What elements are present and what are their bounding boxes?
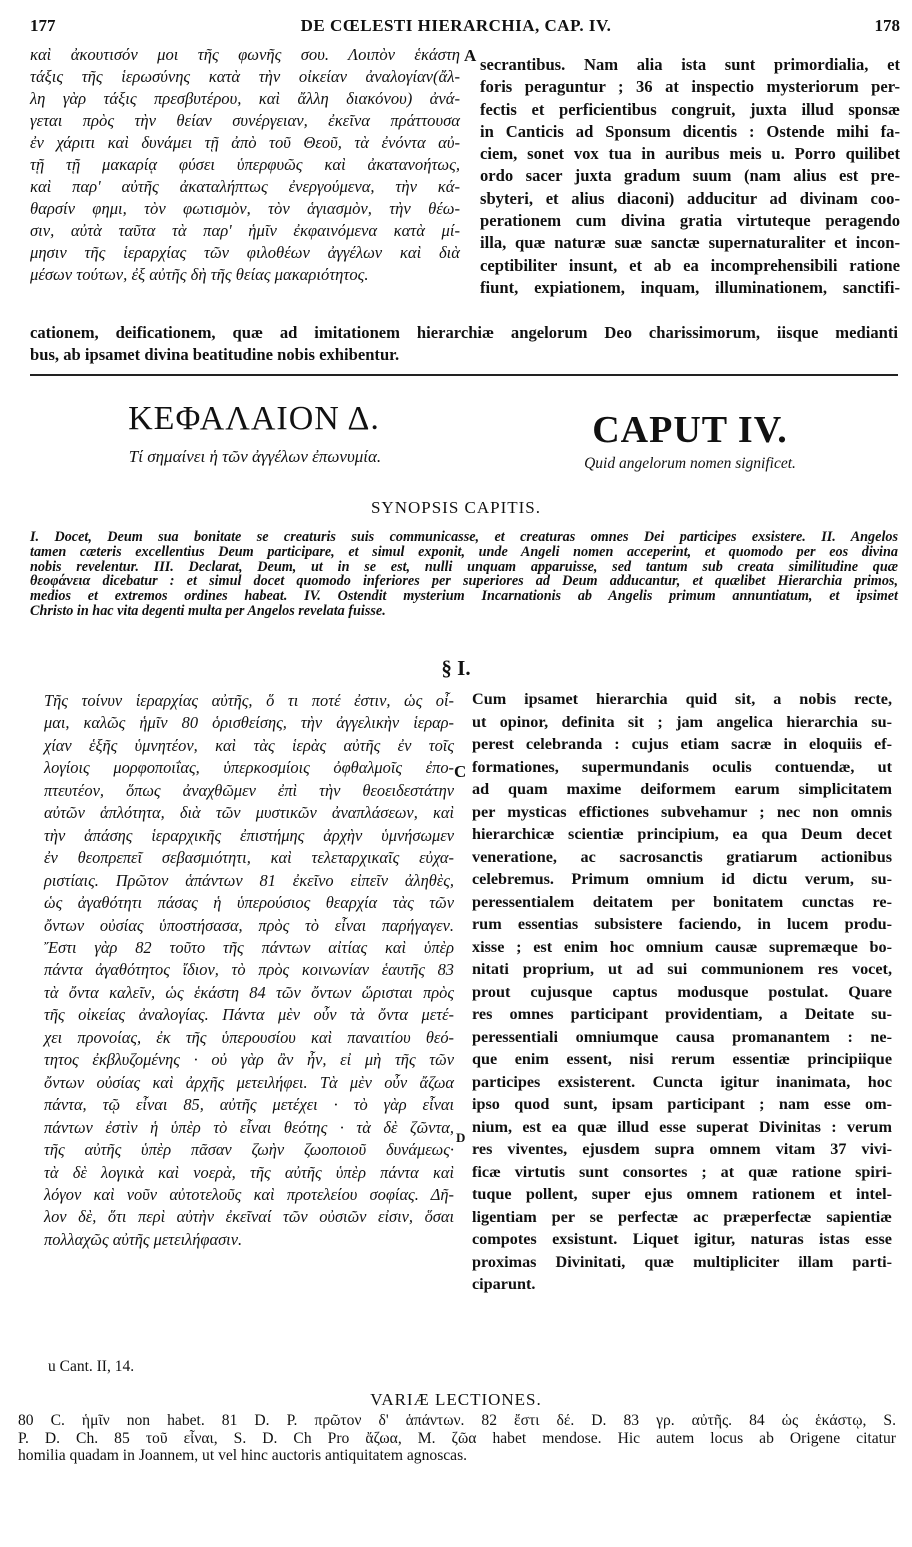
synopsis-line: medios et extremos ordines habeat. IV. Ostendit mysterium Incarnationis ab Angelis primum annuntiatum, et ipsimet	[30, 588, 898, 605]
latin-line: ad quam maxime deiformem earum simplicitatem	[472, 780, 892, 798]
latin-line: fiunt, expiationem, inquam, illuminationem, sanctifi-	[480, 277, 900, 297]
greek-column-top	[30, 44, 460, 286]
latin-line: cationem, deificationem, quæ ad imitationem hierarchiæ angelorum Deo charissimorum, iisque medianti	[30, 323, 898, 342]
latin-line: ficæ virtutis sunt consortes ; at quæ ratione spiri-	[472, 1162, 892, 1181]
latin-chapter-heading: CAPUT IV.	[592, 409, 788, 451]
variae-lectiones-body	[18, 1412, 896, 1465]
latin-line: hierarchicæ scientiæ principium, ea qua Deum decet	[472, 825, 892, 843]
latin-line: in Canticis ad Sponsum dicentis : Ostende mihi fa-	[480, 121, 900, 141]
latin-line: peressentialem deitatem per bonitatem cunctas re-	[472, 892, 892, 911]
marginal-letter-c: C	[454, 762, 467, 781]
latin-line: bus, ab ipsamet divina beatitudine nobis exhibentur.	[30, 345, 400, 364]
greek-line: πάντα, τῷ εἶναι 85, αὐτῆς μετέχει · τὸ γὰρ εἶναι	[44, 1095, 454, 1115]
latin-line: nitati proprium, ut ad sui communionem res vocet,	[472, 960, 892, 978]
latin-line: participes exsisterent. Cuncta igitur inanimata, hoc	[472, 1072, 892, 1091]
greek-line: πολλαχῶς αὐτῆς μετειλήφασιν.	[44, 1229, 243, 1249]
marginal-letter-d: D	[456, 1130, 466, 1145]
latin-column-main	[472, 688, 892, 1296]
greek-line: τητος ἐκβλυζομένης · οὐ γὰρ ἂν ἦν, εἰ μὴ τῆς τῶν	[44, 1050, 454, 1070]
synopsis-line: tamen cæteris excellentius Deum participare, et simul exponit, unde Angeli nomen acceperint, et quomodo per eos divina	[30, 543, 898, 560]
latin-chapter-subtitle: Quid angelorum nomen significet.	[584, 455, 796, 472]
greek-line: ὡς ἀγαθότητι πάσας ἡ ὑπερούσιος θεαρχία τὰς τῶν	[44, 893, 454, 913]
greek-chapter-subtitle: Τί σημαίνει ἡ τῶν ἀγγέλων ἐπωνυμία.	[128, 447, 382, 466]
latin-line: peressentiali omniumque causa promanantem : ne-	[472, 1027, 892, 1046]
latin-line: illa, quæ naturæ suæ sanctæ supernaturaliter et incon-	[480, 233, 900, 253]
greek-line: γεται πρὸς τὴν θείαν συνέργειαν, ἐκεῖνα πράττουσα	[30, 111, 460, 130]
greek-column-main	[44, 690, 454, 1251]
greek-line: πτευτέον, ὅπως ἀναχθῶμεν ἐπὶ τὴν θεοειδεστάτην	[44, 780, 454, 800]
greek-line: Ἔστι γὰρ 82 τοῦτο τῆς πάντων αἰτίας καὶ ὑπὲρ	[44, 937, 454, 957]
latin-line: tuque pollent, super ejus omnem rationem et intel-	[472, 1185, 892, 1203]
latin-line: ut opinor, definita sit ; jam angelica hierarchia su-	[472, 712, 892, 731]
synopsis-body	[30, 530, 898, 619]
latin-line: per mysticas effictiones subvehamur ; nec non omnis	[472, 802, 892, 821]
latin-column-top	[480, 54, 900, 299]
latin-line: proximas Divinitati, quæ multipliciter illam parti-	[472, 1252, 892, 1271]
greek-line: τὰ ὄντα καλεῖν, ὡς ἑκάστη 84 τῶν ὄντων ὥρισται πρὸς	[44, 982, 454, 1002]
greek-line: μέσων τούτων, ἐξ αὐτῆς δὴ τῆς θείας μακαριότητος.	[30, 265, 369, 284]
greek-line: λόγον καὶ νοῦν αὐτοτελοῦς καὶ προτελείου σοφίας. Δῆ-	[44, 1184, 454, 1204]
latin-line: que enim essent, nisi rerum essentiæ principiique	[472, 1050, 892, 1068]
latin-line: xisse ; est enim hoc omnium causæ supremæque bo-	[472, 937, 892, 956]
greek-line: λογίοις μορφοποιΐας, ὑπερκοσμίοις ὀφθαλμοῖς ἐπο-	[44, 758, 454, 778]
synopsis-title: SYNOPSIS CAPITIS.	[370, 498, 542, 517]
latin-line: formationes, supermundanis oculis contuendæ, ut	[472, 757, 892, 776]
latin-line: rum essentias subsistere faciendo, in lucem produ-	[472, 915, 892, 933]
greek-line: ὄντων οὐσίας καὶ ἀρχῆς μετειλήφει. Τὰ μὲν οὖν ἄζωα	[44, 1072, 454, 1092]
page-number-left: 177	[30, 16, 56, 35]
greek-line: χει προνοίας, ἐκ τῆς ὑπερουσίου καὶ παναιτίου θεό-	[44, 1027, 454, 1047]
latin-line: secrantibus. Nam alia ista sunt primordialia, et	[480, 55, 900, 74]
greek-line: Τῆς τοίνυν ἱεραρχίας αὐτῆς, ὅ τι ποτέ ἐστιν, ὡς οἶ-	[44, 691, 454, 710]
greek-line: χίαν ἑξῆς ὑμνητέον, καὶ τὰς ἱερὰς αὐτῆς ἐν τοῖς	[44, 735, 454, 755]
page-number-right: 178	[874, 16, 900, 35]
greek-line: τῇ τῇ μακαρίᾳ φύσει ὑπερφυῶς καὶ ἀκατανοήτως,	[30, 155, 460, 174]
greek-line: τάξις τῆς ἱερωσύνης κατὰ τὴν οἰκείαν ἀναλογίαν(ἄλ-	[30, 67, 460, 86]
greek-line: ὄντων οὐσίας ὑποστήσασα, πρὸς τὸ εἶναι παρήγαγεν.	[44, 915, 454, 935]
greek-line: λον δὲ, ὅτι περὶ αὐτὴν ἐκεῖναί τῶν οὐσιῶν εἰσιν, ὅσαι	[44, 1207, 454, 1227]
synopsis-line: θεοφάνεια dicebatur : et simul docet quomodo inferiores per superiores ad Deum adducantur, et quælibet Hierarchia primos,	[30, 573, 898, 590]
section-divider-rule	[30, 374, 898, 376]
greek-line: πάντα ἀγαθότητος ἴδιον, τὸ πρὸς κοινωνίαν ἑαυτῆς 83	[44, 960, 454, 980]
greek-line: μαι, καλῶς ἡμῖν 80 ὁρισθείσης, τὴν ἀγγελικὴν ἱεραρ-	[44, 713, 454, 733]
synopsis-line: Christo in hac vita degenti multa per Angelos revelata fuisse.	[30, 602, 386, 619]
latin-line: nium, est ea quæ illud esse superat Divinitas : verum	[472, 1117, 892, 1136]
greek-line: ἐν χάριτι καὶ δυνάμει τῇ ἀπὸ τοῦ Θεοῦ, τὰ ἐνόντα αὐ-	[30, 133, 460, 152]
running-title: DE CŒLESTI HIERARCHIA, CAP. IV.	[300, 16, 612, 35]
greek-line: πάντων ἐστὶν ἡ ὑπὲρ τὸ εἶναι θεότης · τὰ δὲ ζῶντα,	[44, 1117, 454, 1137]
variae-line: P. D. Ch. 85 τοῦ εἶναι, S. D. Ch Pro ἄζωα, M. ζῶα habet mendose. Hic autem locus ab Origene citatur	[18, 1429, 896, 1447]
section-mark: § I.	[441, 656, 471, 680]
latin-line: ceptibiliter insunt, et ab ea incomprehensibili ratione	[480, 255, 900, 275]
latin-line: perationem cum divina gratia virtuteque peragendo	[480, 211, 900, 231]
greek-line: καὶ παρ' αὐτῆς ἀκαταλήπτως ἐνεργούμενα, τὴν κά-	[30, 177, 460, 196]
latin-line: ciem, sonet vox tua in auribus meis u. Porro quilibet	[480, 144, 900, 164]
latin-line: Cum ipsamet hierarchia quid sit, a nobis recte,	[472, 690, 892, 708]
latin-line: res omnes participant providentiam, a Deitate su-	[472, 1005, 892, 1023]
synopsis-line: nobis revelentur. III. Declarat, Deum, ut in se est, nulli unquam apparuisse, sed tantum sub creata similitudine quæ	[30, 558, 898, 575]
footnote: u Cant. II, 14.	[48, 1358, 135, 1375]
greek-line: αὐτῶν ἁπλότητα, διὰ τῶν μυστικῶν ἀναπλάσεων, καὶ	[44, 803, 454, 823]
greek-chapter-heading: ΚΕΦΑΛΑΙΟΝ Δ.	[128, 400, 380, 437]
variae-line: 80 C. ἡμῖν non habet. 81 D. P. πρῶτον δ' ἁπάντων. 82 ἔστι δέ. D. 83 γρ. αὐτῆς. 84 ὡς ἑκάστῳ, S.	[18, 1412, 896, 1429]
latin-line: veneratione, ac sacrosanctis gratiarum actionibus	[472, 847, 892, 866]
greek-line: τῆς αὐτῆς ὑπὲρ πᾶσαν ζωὴν ζωοποιοῦ δυνάμεως·	[44, 1140, 454, 1160]
variae-lectiones-title: VARIÆ LECTIONES.	[370, 1390, 542, 1409]
greek-line: θαρσίν φημι, τὸν φωτισμὸν, τὸν ἁγιασμὸν, τὴν θέω-	[30, 199, 460, 218]
variae-line: homilia quadam in Joannem, ut vel hinc auctoris antiquitatem agnoscas.	[18, 1447, 468, 1464]
latin-line: ciparunt.	[472, 1275, 536, 1293]
latin-line: perest celebranda : cujus etiam sacræ in eloquiis ef-	[472, 735, 892, 753]
greek-line: τὰ δὲ λογικὰ καὶ νοερὰ, τῆς αὐτῆς ὑπὲρ πάντα καὶ	[44, 1162, 454, 1182]
latin-line: fectis et perficientibus congruit, juxta illud sponsæ	[480, 99, 900, 119]
greek-line: καὶ ἀκουτισόν μοι τῆς φωνῆς σου. Λοιπὸν ἑκάστη	[30, 45, 460, 64]
latin-line: ligentiam per se perfectæ ac præperfectæ sapientiæ	[472, 1207, 892, 1226]
greek-line: μησιν τῆς ἱεραρχίας τῶν φιλοθέων ἀγγέλων καὶ διὰ	[30, 243, 460, 262]
greek-line: λη γὰρ τάξις πρεσβυτέρου, καὶ ἄλλη διακόνου) ἀνά-	[30, 89, 460, 108]
greek-line: ἐν θεοπρεπεῖ σεβασμιότητι, καὶ τελεταρχικαῖς εὐχα-	[44, 848, 454, 868]
greek-line: ριστίαις. Πρῶτον ἁπάντων 81 ἐκεῖνο εἰπεῖν ἀληθὲς,	[44, 870, 454, 890]
greek-line: σιν, αὐτὰ ταῦτα τὰ παρ' ἡμῖν ἐκφαινόμενα κατὰ μί-	[30, 221, 460, 240]
latin-line: foris peraguntur ; 36 at inspectio mysteriorum per-	[480, 77, 900, 97]
latin-line: sbyteri, et alius diaconi) adducitur ad divinam coo-	[480, 188, 900, 208]
latin-line: prout cujusque captus modusque postulat. Quare	[472, 982, 892, 1001]
latin-line: ipso quod sunt, ipsam participant ; nam esse om-	[472, 1095, 892, 1113]
latin-line: res viventes, ejusdem supra omnem vitam 37 vivi-	[472, 1140, 892, 1158]
synopsis-line: I. Docet, Deum sua bonitate se creaturis suis communicasse, et creaturas omnes Dei participes exsistere. II. Angelos	[30, 529, 898, 545]
latin-line: ordo sacer juxta gradum suum (nam alius est pre-	[480, 166, 900, 186]
greek-line: τὴν ἁπάσης ἱεραρχικῆς ἐπιστήμης ἀρχὴν ὑμνήσωμεν	[44, 825, 454, 845]
latin-line: compotes exsistunt. Liquet igitur, naturas istas esse	[472, 1230, 892, 1248]
greek-line: τῆς οἰκείας ἀναλογίας. Πάντα μὲν οὖν τὰ ὄντα μετέ-	[44, 1005, 454, 1025]
marginal-letter-a: A	[464, 46, 477, 65]
latin-fullwidth-continuation	[30, 322, 898, 366]
latin-line: celebremus. Primum omnium id dictu verum, su-	[472, 870, 892, 888]
